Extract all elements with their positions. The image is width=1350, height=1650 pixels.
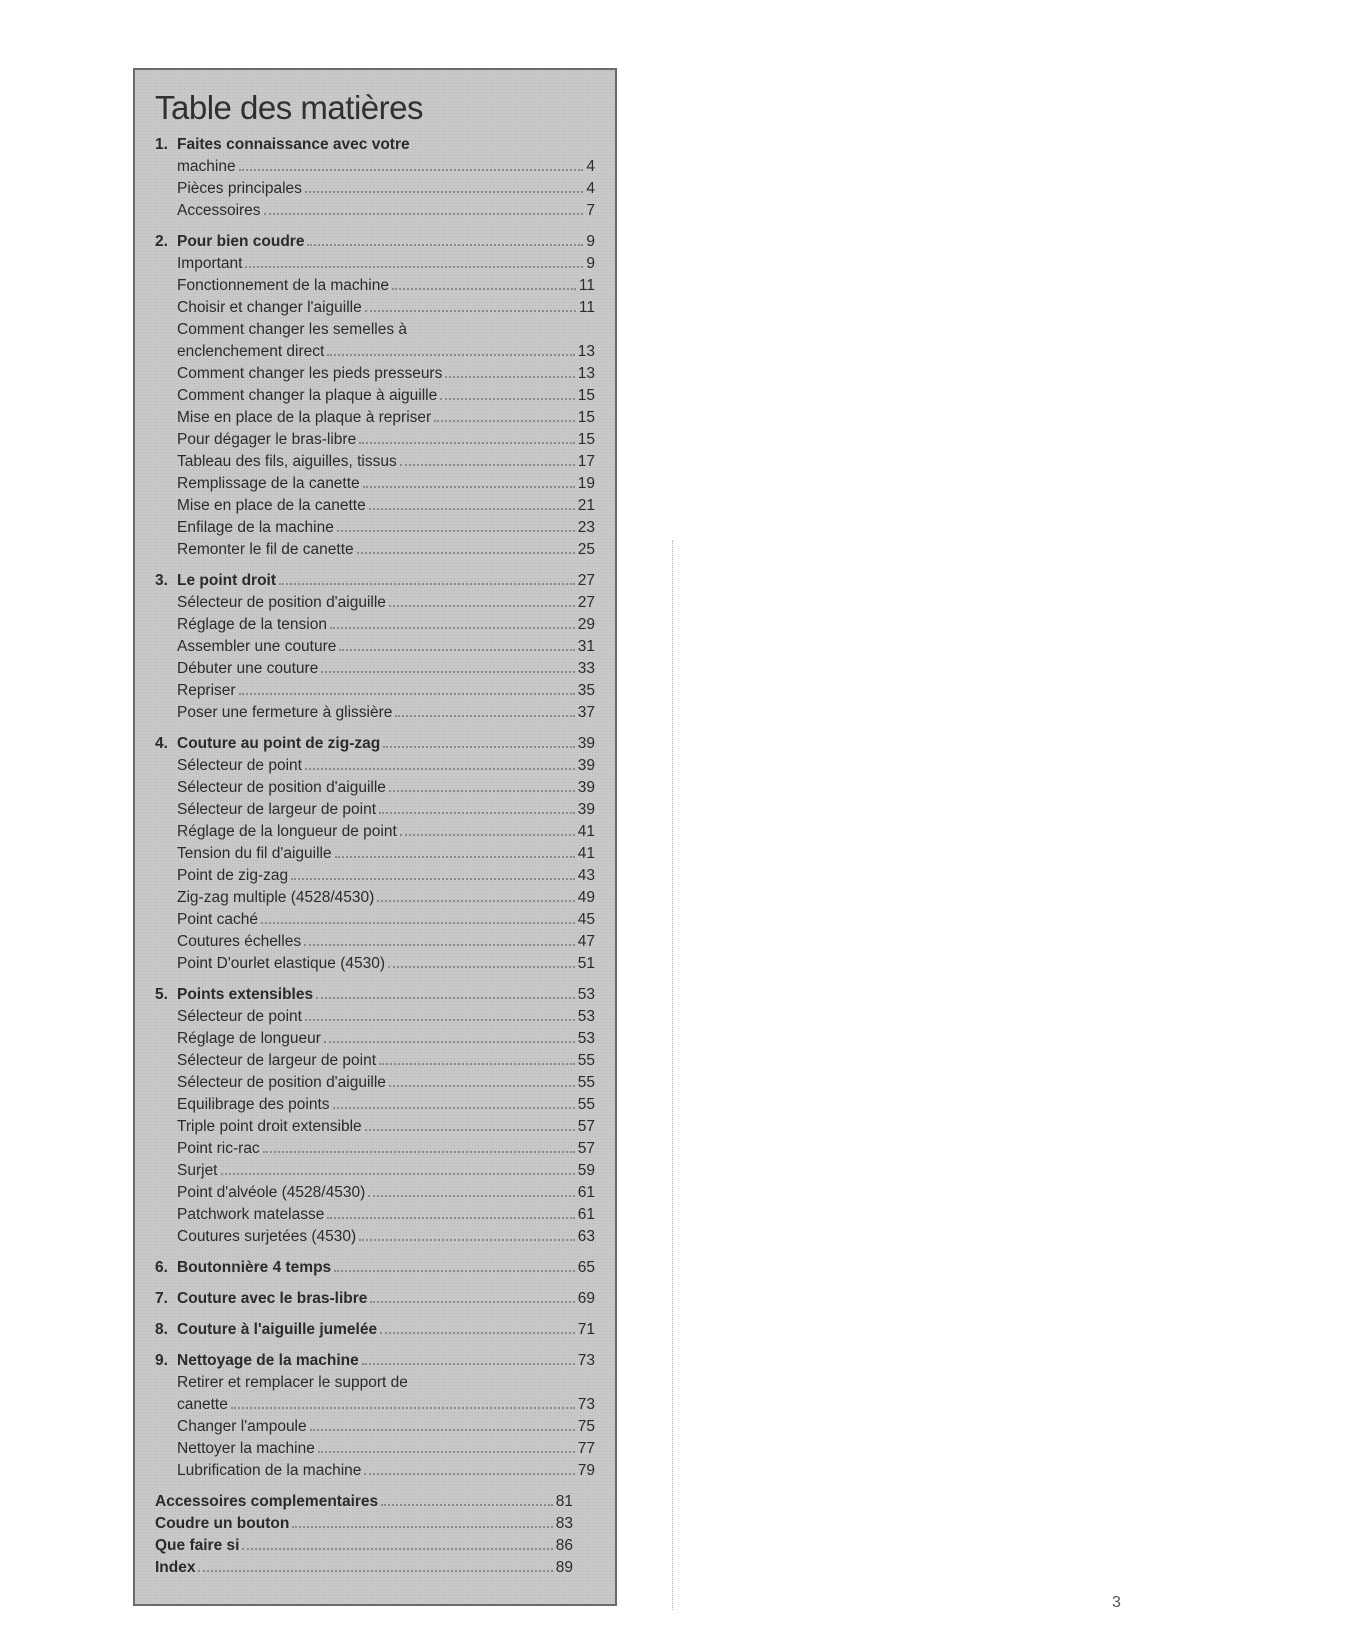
dot-leader xyxy=(339,649,574,651)
toc-section xyxy=(155,1319,595,1341)
entry-page: 53 xyxy=(577,986,595,1003)
dot-leader xyxy=(434,420,575,422)
page-number: 3 xyxy=(1112,1594,1121,1611)
entry-label: enclenchement direct xyxy=(177,343,325,360)
dot-leader xyxy=(318,1451,575,1453)
entry-label: Le point droit xyxy=(177,572,277,589)
toc-extra-item xyxy=(155,1513,595,1535)
entry-page: 4 xyxy=(586,180,595,197)
toc-item xyxy=(155,517,595,539)
toc-item xyxy=(155,843,595,865)
dot-leader xyxy=(389,1085,575,1087)
entry-page: 47 xyxy=(577,933,595,950)
entry-label: Enfilage de la machine xyxy=(177,519,334,536)
entry-label: Sélecteur de largeur de point xyxy=(177,801,377,818)
entry-page: 73 xyxy=(577,1396,595,1413)
section-number: 5. xyxy=(155,986,168,1003)
entry-label: Couture au point de zig-zag xyxy=(177,735,381,752)
toc-item xyxy=(155,1094,595,1116)
entry-label: Comment changer les semelles à xyxy=(177,321,408,338)
entry-page: 83 xyxy=(555,1515,573,1532)
section-number: 1. xyxy=(155,136,168,153)
entry-label: Choisir et changer l'aiguille xyxy=(177,299,362,316)
dot-leader xyxy=(364,1473,574,1475)
toc-section xyxy=(155,1288,595,1310)
entry-label: Important xyxy=(177,255,243,272)
dot-leader xyxy=(333,1107,575,1109)
entry-label: Coutures échelles xyxy=(177,933,302,950)
entry-label: Repriser xyxy=(177,682,236,699)
entry-page: 31 xyxy=(577,638,595,655)
toc-item xyxy=(155,473,595,495)
entry-label: Equilibrage des points xyxy=(177,1096,330,1113)
entry-page: 86 xyxy=(555,1537,573,1554)
entry-label: Pour dégager le bras-libre xyxy=(177,431,357,448)
dot-leader xyxy=(389,605,575,607)
toc-item xyxy=(155,495,595,517)
dot-leader xyxy=(279,583,575,585)
entry-page: 29 xyxy=(577,616,595,633)
toc-item xyxy=(155,1028,595,1050)
entry-page: 53 xyxy=(577,1030,595,1047)
dot-leader xyxy=(362,1363,575,1365)
toc-item xyxy=(155,178,595,200)
entry-page: 37 xyxy=(577,704,595,721)
toc-item xyxy=(155,385,595,407)
dot-leader xyxy=(305,768,575,770)
entry-label: Poser une fermeture à glissière xyxy=(177,704,393,721)
entry-page: 43 xyxy=(577,867,595,884)
entry-label: Nettoyer la machine xyxy=(177,1440,315,1457)
toc-item xyxy=(155,658,595,680)
entry-page: 53 xyxy=(577,1008,595,1025)
entry-label: Tableau des fils, aiguilles, tissus xyxy=(177,453,397,470)
entry-label: Fonctionnement de la machine xyxy=(177,277,389,294)
dot-leader xyxy=(305,191,583,193)
entry-label: Pour bien coudre xyxy=(177,233,305,250)
dot-leader xyxy=(383,746,575,748)
toc-extras xyxy=(155,1491,595,1579)
dot-leader xyxy=(327,1217,574,1219)
toc-item xyxy=(155,1116,595,1138)
dot-leader xyxy=(395,715,574,717)
entry-page: 71 xyxy=(577,1321,595,1338)
entry-page: 89 xyxy=(555,1559,573,1576)
entry-label: Lubrification de la machine xyxy=(177,1462,362,1479)
toc-item xyxy=(155,1394,595,1416)
dot-leader xyxy=(321,671,574,673)
entry-label: Remonter le fil de canette xyxy=(177,541,354,558)
dot-leader xyxy=(310,1429,575,1431)
entry-page: 13 xyxy=(577,343,595,360)
entry-label: Comment changer la plaque à aiguille xyxy=(177,387,438,404)
section-number: 9. xyxy=(155,1352,168,1369)
toc-item xyxy=(155,909,595,931)
entry-page: 55 xyxy=(577,1096,595,1113)
dot-leader xyxy=(357,552,575,554)
section-heading xyxy=(155,1319,595,1341)
section-heading xyxy=(155,984,595,1006)
entry-label: Que faire si xyxy=(155,1537,240,1554)
dot-leader xyxy=(400,834,575,836)
entry-label: Assembler une couture xyxy=(177,638,337,655)
entry-label: Triple point droit extensible xyxy=(177,1118,362,1135)
entry-page: 13 xyxy=(577,365,595,382)
section-number: 6. xyxy=(155,1259,168,1276)
section-heading xyxy=(155,1257,595,1279)
dot-leader xyxy=(239,693,575,695)
dot-leader xyxy=(304,944,575,946)
toc-section xyxy=(155,1257,595,1279)
toc-section xyxy=(155,984,595,1248)
entry-page: 57 xyxy=(577,1140,595,1157)
dot-leader xyxy=(245,266,583,268)
entry-label: Point ric-rac xyxy=(177,1140,260,1157)
toc-item xyxy=(155,1160,595,1182)
toc-item xyxy=(155,931,595,953)
entry-page: 27 xyxy=(577,594,595,611)
toc-item xyxy=(155,777,595,799)
entry-label: Débuter une couture xyxy=(177,660,319,677)
entry-label: Coudre un bouton xyxy=(155,1515,290,1532)
dot-leader xyxy=(363,486,575,488)
entry-page: 23 xyxy=(577,519,595,536)
toc-extra-item xyxy=(155,1557,595,1579)
dot-leader xyxy=(369,508,575,510)
entry-page: 39 xyxy=(577,779,595,796)
section-number: 8. xyxy=(155,1321,168,1338)
entry-page: 49 xyxy=(577,889,595,906)
page-divider xyxy=(672,540,673,1610)
section-heading xyxy=(155,1350,595,1372)
entry-page: 81 xyxy=(555,1493,573,1510)
entry-label: Index xyxy=(155,1559,196,1576)
section-heading xyxy=(155,156,595,178)
dot-leader xyxy=(389,790,575,792)
entry-label: Surjet xyxy=(177,1162,218,1179)
entry-page: 15 xyxy=(577,409,595,426)
entry-page: 35 xyxy=(577,682,595,699)
dot-leader xyxy=(198,1570,552,1572)
dot-leader xyxy=(335,856,575,858)
toc-item xyxy=(155,253,595,275)
entry-page: 61 xyxy=(577,1184,595,1201)
toc-item xyxy=(155,865,595,887)
entry-page: 39 xyxy=(577,801,595,818)
dot-leader xyxy=(368,1195,575,1197)
dot-leader xyxy=(365,310,576,312)
entry-page: 59 xyxy=(577,1162,595,1179)
entry-page: 63 xyxy=(577,1228,595,1245)
entry-page: 75 xyxy=(577,1418,595,1435)
dot-leader xyxy=(221,1173,575,1175)
entry-page: 57 xyxy=(577,1118,595,1135)
entry-page: 61 xyxy=(577,1206,595,1223)
dot-leader xyxy=(305,1019,575,1021)
toc-item xyxy=(155,821,595,843)
entry-label: canette xyxy=(177,1396,228,1413)
toc-item xyxy=(155,1072,595,1094)
toc-item xyxy=(155,1226,595,1248)
toc-item xyxy=(155,451,595,473)
section-number: 4. xyxy=(155,735,168,752)
entry-label: Nettoyage de la machine xyxy=(177,1352,359,1369)
toc-item xyxy=(155,407,595,429)
entry-page: 33 xyxy=(577,660,595,677)
entry-page: 19 xyxy=(577,475,595,492)
toc-item xyxy=(155,953,595,975)
dot-leader xyxy=(327,354,574,356)
dot-leader xyxy=(359,442,575,444)
entry-page: 25 xyxy=(577,541,595,558)
entry-label: Sélecteur de position d'aiguille xyxy=(177,1074,386,1091)
entry-label: Couture à l'aiguille jumelée xyxy=(177,1321,378,1338)
dot-leader xyxy=(400,464,575,466)
section-number: 2. xyxy=(155,233,168,250)
dot-leader xyxy=(316,997,575,999)
dot-leader xyxy=(324,1041,575,1043)
dot-leader xyxy=(307,244,583,246)
dot-leader xyxy=(379,1063,575,1065)
dot-leader xyxy=(292,1526,552,1528)
entry-page: 41 xyxy=(577,823,595,840)
toc-item xyxy=(155,1006,595,1028)
entry-label: Points extensibles xyxy=(177,986,314,1003)
dot-leader xyxy=(381,1504,553,1506)
toc-item xyxy=(155,363,595,385)
entry-page: 17 xyxy=(577,453,595,470)
entry-page: 73 xyxy=(577,1352,595,1369)
entry-label: Réglage de la tension xyxy=(177,616,327,633)
dot-leader xyxy=(263,1151,575,1153)
entry-page: 77 xyxy=(577,1440,595,1457)
entry-label: Sélecteur de position d'aiguille xyxy=(177,779,386,796)
dot-leader xyxy=(380,1332,575,1334)
entry-page: 55 xyxy=(577,1074,595,1091)
table-of-contents xyxy=(133,68,617,1606)
toc-section xyxy=(155,733,595,975)
entry-label: Boutonnière 4 temps xyxy=(177,1259,332,1276)
toc-section xyxy=(155,1350,595,1482)
dot-leader xyxy=(440,398,575,400)
entry-label: Sélecteur de position d'aiguille xyxy=(177,594,386,611)
entry-page: 79 xyxy=(577,1462,595,1479)
entry-page: 15 xyxy=(577,387,595,404)
section-heading xyxy=(155,733,595,755)
entry-label: Zig-zag multiple (4528/4530) xyxy=(177,889,375,906)
toc-item xyxy=(155,702,595,724)
toc-item xyxy=(155,592,595,614)
entry-page: 65 xyxy=(577,1259,595,1276)
toc-section xyxy=(155,134,595,222)
toc-item xyxy=(155,1050,595,1072)
toc-item xyxy=(155,275,595,297)
entry-label: Comment changer les pieds presseurs xyxy=(177,365,443,382)
entry-label: Sélecteur de point xyxy=(177,757,302,774)
entry-label: Réglage de la longueur de point xyxy=(177,823,397,840)
entry-label: Patchwork matelasse xyxy=(177,1206,325,1223)
toc-item xyxy=(155,429,595,451)
toc-extra-item xyxy=(155,1535,595,1557)
entry-label: Coutures surjetées (4530) xyxy=(177,1228,357,1245)
entry-label: Sélecteur de point xyxy=(177,1008,302,1025)
toc-extra-item xyxy=(155,1491,595,1513)
entry-label: Retirer et remplacer le support de xyxy=(177,1374,408,1391)
entry-page: 41 xyxy=(577,845,595,862)
entry-label: Remplissage de la canette xyxy=(177,475,360,492)
entry-label: Pièces principales xyxy=(177,180,302,197)
section-heading xyxy=(155,134,595,156)
toc-item xyxy=(155,1416,595,1438)
entry-label: Sélecteur de largeur de point xyxy=(177,1052,377,1069)
section-heading xyxy=(155,570,595,592)
entry-page: 9 xyxy=(586,233,595,250)
toc-item xyxy=(155,297,595,319)
toc-item xyxy=(155,341,595,363)
entry-label: Réglage de longueur xyxy=(177,1030,321,1047)
dot-leader xyxy=(337,530,575,532)
entry-page: 15 xyxy=(577,431,595,448)
entry-page: 69 xyxy=(577,1290,595,1307)
entry-label: Point d'alvéole (4528/4530) xyxy=(177,1184,366,1201)
entry-label: Faites connaissance avec votre xyxy=(177,136,410,153)
toc-item xyxy=(155,680,595,702)
toc-sections xyxy=(155,134,595,1482)
toc-item xyxy=(155,636,595,658)
entry-page: 51 xyxy=(577,955,595,972)
dot-leader xyxy=(264,213,584,215)
dot-leader xyxy=(392,288,576,290)
toc-item xyxy=(155,539,595,561)
section-number: 7. xyxy=(155,1290,168,1307)
entry-label: Point D'ourlet elastique (4530) xyxy=(177,955,386,972)
dot-leader xyxy=(291,878,575,880)
entry-page: 45 xyxy=(577,911,595,928)
dot-leader xyxy=(239,169,584,171)
entry-label: Tension du fil d'aiguille xyxy=(177,845,332,862)
dot-leader xyxy=(334,1270,575,1272)
entry-label: Mise en place de la canette xyxy=(177,497,366,514)
entry-label: Accessoires complementaires xyxy=(155,1493,379,1510)
toc-item xyxy=(155,319,595,341)
entry-page: 11 xyxy=(578,299,595,316)
toc-item xyxy=(155,1460,595,1482)
toc-item xyxy=(155,1438,595,1460)
dot-leader xyxy=(377,900,574,902)
toc-item xyxy=(155,200,595,222)
entry-page: 11 xyxy=(578,277,595,294)
dot-leader xyxy=(330,627,575,629)
entry-label: Mise en place de la plaque à repriser xyxy=(177,409,432,426)
entry-page: 55 xyxy=(577,1052,595,1069)
entry-page: 9 xyxy=(586,255,595,272)
toc-section xyxy=(155,231,595,561)
entry-page: 7 xyxy=(586,202,595,219)
dot-leader xyxy=(445,376,574,378)
entry-page: 21 xyxy=(577,497,595,514)
entry-page: 39 xyxy=(577,757,595,774)
entry-label: Accessoires xyxy=(177,202,261,219)
toc-item xyxy=(155,614,595,636)
entry-page: 27 xyxy=(577,572,595,589)
toc-item xyxy=(155,1182,595,1204)
toc-item xyxy=(155,1138,595,1160)
toc-item xyxy=(155,887,595,909)
entry-page: 4 xyxy=(586,158,595,175)
entry-label: Couture avec le bras-libre xyxy=(177,1290,368,1307)
section-number: 3. xyxy=(155,572,168,589)
dot-leader xyxy=(242,1548,552,1550)
dot-leader xyxy=(231,1407,575,1409)
section-heading xyxy=(155,231,595,253)
toc-title: Table des matières xyxy=(155,89,423,126)
dot-leader xyxy=(359,1239,575,1241)
section-heading xyxy=(155,1288,595,1310)
entry-label: machine xyxy=(177,158,236,175)
entry-label: Point de zig-zag xyxy=(177,867,289,884)
dot-leader xyxy=(388,966,575,968)
dot-leader xyxy=(370,1301,574,1303)
entry-page: 39 xyxy=(577,735,595,752)
toc-item xyxy=(155,1372,595,1394)
dot-leader xyxy=(379,812,575,814)
toc-section xyxy=(155,570,595,724)
dot-leader xyxy=(365,1129,575,1131)
toc-item xyxy=(155,1204,595,1226)
entry-label: Changer l'ampoule xyxy=(177,1418,307,1435)
dot-leader xyxy=(261,922,575,924)
toc-item xyxy=(155,799,595,821)
toc-item xyxy=(155,755,595,777)
entry-label: Point caché xyxy=(177,911,258,928)
